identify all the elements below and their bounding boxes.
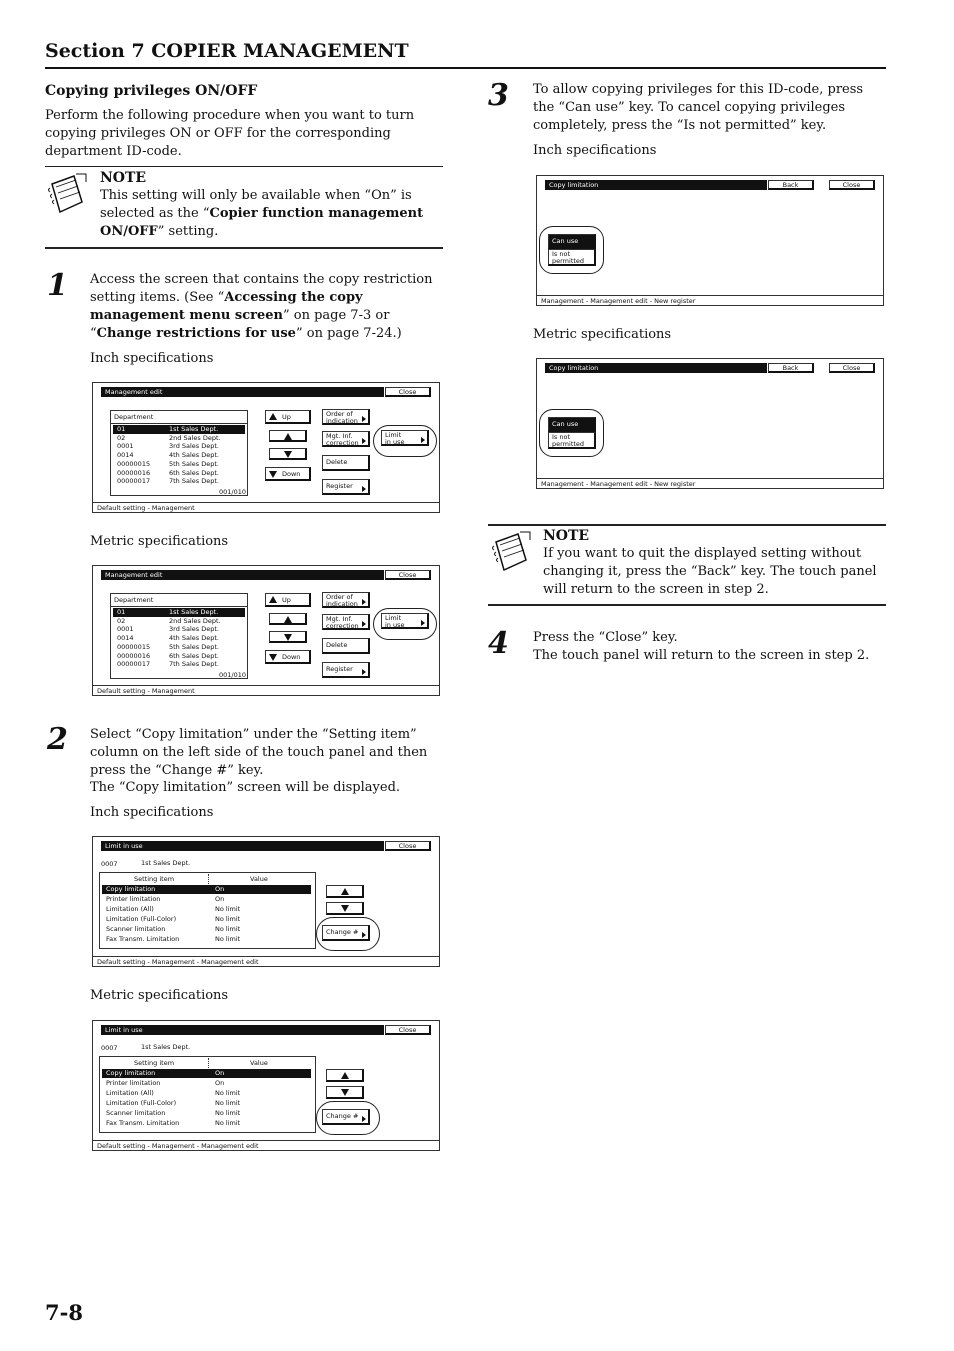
up-arrow-icon — [269, 596, 277, 603]
dept-code: 02 — [117, 616, 126, 625]
dept-name: 3rd Sales Dept. — [169, 442, 219, 451]
page-number: 7-8 — [45, 1300, 83, 1325]
table-row[interactable] — [113, 442, 245, 451]
dept-name: 5th Sales Dept. — [169, 459, 219, 468]
dept-name: 1st Sales Dept. — [169, 608, 219, 616]
table-row[interactable] — [113, 434, 245, 443]
dept-name: 6th Sales Dept. — [169, 468, 219, 477]
dept-code: 00000015 — [117, 642, 151, 651]
table-row[interactable] — [113, 608, 245, 617]
register-label: Register — [326, 482, 353, 490]
scroll-down-button[interactable] — [269, 631, 307, 643]
down-arrow-icon — [341, 1089, 349, 1096]
limit-in-use-button-line2: in use — [385, 438, 405, 447]
table-row[interactable] — [102, 905, 311, 914]
table-row[interactable] — [102, 1109, 311, 1118]
panel-title: Copy limitation — [545, 180, 668, 190]
table-row[interactable] — [113, 469, 245, 478]
note2-text: If you want to quit the displayed setting without changing it, press the “Back” key. The touch panel will return to the screen in step 2. — [543, 546, 877, 597]
delete-button[interactable]: Delete — [322, 638, 370, 654]
intro-heading: Copying privileges ON/OFF — [45, 83, 258, 99]
dept-code: 0007 — [101, 860, 118, 868]
panel-footer: Management - Management edit - New register — [537, 478, 883, 488]
dept-code: 0007 — [101, 1044, 118, 1052]
down-arrow-icon — [284, 451, 292, 458]
arrow-right-icon — [362, 416, 366, 422]
register-button[interactable] — [322, 479, 370, 495]
step2-inch-caption: Inch specifications — [90, 805, 214, 820]
up-button[interactable] — [265, 410, 311, 424]
panel-title: Limit in use — [101, 1025, 224, 1035]
setting-item: Fax Transm. Limitation — [106, 1119, 180, 1127]
down-arrow-icon — [269, 471, 277, 478]
order-of-indication-button[interactable] — [322, 409, 370, 425]
setting-item: Limitation (All) — [106, 1089, 154, 1097]
step1-inch-caption: Inch specifications — [90, 351, 214, 366]
up-arrow-icon — [341, 888, 349, 895]
panel-title: Management edit — [101, 570, 224, 580]
management-edit-panel-metric — [92, 565, 440, 696]
table-row[interactable] — [113, 477, 245, 486]
table-row[interactable] — [102, 915, 311, 924]
down-button[interactable] — [265, 650, 311, 664]
step4-line1: Press the “Close” key. — [533, 630, 678, 645]
change-number-label: Change # — [326, 928, 359, 936]
step4-number: 4 — [488, 626, 509, 661]
can-use-button[interactable]: Can use — [548, 417, 596, 432]
setting-item: Scanner limitation — [106, 925, 166, 933]
note2-bottom-rule — [488, 604, 886, 606]
dept-code: 00000016 — [117, 651, 151, 660]
department-list — [110, 593, 248, 679]
table-row[interactable] — [113, 652, 245, 661]
dept-name: 4th Sales Dept. — [169, 451, 219, 460]
is-not-permitted-line1: Is not — [552, 433, 571, 441]
down-arrow-icon — [341, 905, 349, 912]
down-arrow-icon — [269, 654, 277, 661]
table-row[interactable] — [102, 1099, 311, 1108]
mgt-inf-correction-button-line1: Mgt. Inf. — [326, 432, 353, 440]
col-value: Value — [250, 875, 268, 883]
down-label: Down — [282, 470, 301, 478]
close-button[interactable]: Close — [385, 841, 431, 851]
panel-footer: Default setting - Management - Management edit — [93, 1140, 439, 1150]
is-not-permitted-line2: permitted — [552, 257, 585, 266]
down-label: Down — [282, 653, 301, 661]
mgt-inf-correction-button-line2: correction — [326, 439, 359, 448]
table-row[interactable] — [102, 1069, 311, 1078]
panel-footer: Default setting - Management — [93, 685, 439, 695]
intro-text: Perform the following procedure when you want to turn copying privileges ON or OFF for the corresponding department ID-code. — [45, 108, 415, 159]
setting-value: On — [215, 885, 225, 893]
page-indicator: 001/010 — [219, 671, 247, 679]
is-not-permitted-line1: Is not — [552, 250, 571, 258]
setting-value: No limit — [215, 1119, 241, 1127]
back-button[interactable]: Back — [768, 363, 814, 373]
panel-title: Copy limitation — [545, 363, 668, 373]
col-value: Value — [250, 1059, 268, 1067]
panel-title: Limit in use — [101, 841, 224, 851]
note2-title: NOTE — [543, 528, 590, 544]
setting-item: Limitation (Full-Color) — [106, 1099, 177, 1107]
step1-metric-caption: Metric specifications — [90, 534, 229, 549]
step3-inch-caption: Inch specifications — [533, 143, 657, 158]
step2-number: 2 — [47, 722, 68, 757]
delete-button[interactable]: Delete — [322, 455, 370, 471]
arrow-right-icon — [362, 1116, 366, 1122]
panel-footer: Default setting - Management - Management edit — [93, 956, 439, 966]
step3-number: 3 — [488, 78, 509, 113]
dept-code: 0014 — [117, 451, 134, 460]
step3-metric-caption: Metric specifications — [533, 327, 672, 342]
setting-item: Printer limitation — [106, 895, 161, 903]
table-row[interactable] — [113, 451, 245, 460]
mgt-inf-correction-button[interactable] — [322, 431, 370, 447]
dept-code: 00000017 — [117, 477, 151, 486]
setting-value: No limit — [215, 935, 241, 943]
arrow-right-icon — [362, 621, 366, 627]
dept-name: 5th Sales Dept. — [169, 642, 219, 651]
change-number-label: Change # — [326, 1112, 359, 1120]
table-row[interactable] — [102, 1089, 311, 1098]
can-use-button[interactable]: Can use — [548, 234, 596, 249]
panel-title: Management edit — [101, 387, 224, 397]
down-arrow-icon — [284, 634, 292, 641]
note1-bottom-rule — [45, 247, 443, 249]
up-button[interactable] — [265, 593, 311, 607]
setting-item: Copy limitation — [106, 885, 156, 893]
dept-code: 0001 — [117, 625, 134, 634]
arrow-right-icon — [421, 437, 425, 443]
setting-item: Printer limitation — [106, 1079, 161, 1087]
dept-name: 4th Sales Dept. — [169, 634, 219, 643]
table-row[interactable] — [113, 660, 245, 669]
title-bar-fill — [668, 363, 767, 373]
dept-code: 00000015 — [117, 459, 151, 468]
dept-name: 7th Sales Dept. — [169, 477, 219, 486]
table-row[interactable] — [113, 617, 245, 626]
order-of-indication-button-line2: indication — [326, 600, 358, 609]
arrow-right-icon — [362, 669, 366, 675]
title-bar-fill — [668, 180, 767, 190]
limit-in-use-button-line1: Limit — [385, 431, 402, 439]
page-indicator: 001/010 — [219, 488, 247, 496]
list-divider — [111, 423, 247, 424]
setting-value: On — [215, 1079, 225, 1087]
scroll-up-button[interactable] — [326, 885, 364, 898]
setting-value: No limit — [215, 1099, 241, 1107]
change-number-button[interactable] — [322, 925, 370, 941]
setting-value: No limit — [215, 925, 241, 933]
limit-in-use-panel-metric — [92, 1020, 440, 1151]
dept-code: 0001 — [117, 442, 134, 451]
table-row[interactable] — [113, 460, 245, 469]
panel-footer: Management - Management edit - New register — [537, 295, 883, 305]
column-divider — [208, 1058, 209, 1068]
setting-value: On — [215, 895, 225, 903]
dept-name: 1st Sales Dept. — [141, 1043, 191, 1051]
mgt-inf-correction-button-line1: Mgt. Inf. — [326, 615, 353, 623]
is-not-permitted-button[interactable] — [548, 249, 596, 266]
mgt-inf-correction-button-line2: correction — [326, 622, 359, 631]
setting-item: Limitation (All) — [106, 905, 154, 913]
setting-item: Fax Transm. Limitation — [106, 935, 180, 943]
back-button[interactable]: Back — [768, 180, 814, 190]
down-button[interactable] — [265, 467, 311, 481]
dept-name: 1st Sales Dept. — [169, 425, 219, 433]
setting-item: Scanner limitation — [106, 1109, 166, 1117]
scroll-down-button[interactable] — [326, 1086, 364, 1099]
table-row[interactable] — [102, 1119, 311, 1128]
table-row[interactable] — [113, 625, 245, 634]
arrow-right-icon — [362, 599, 366, 605]
copy-limitation-panel-inch — [536, 175, 884, 306]
note1-title: NOTE — [100, 170, 147, 186]
dept-name: 1st Sales Dept. — [141, 859, 191, 867]
dept-code: 00000017 — [117, 660, 151, 669]
is-not-permitted-line2: permitted — [552, 440, 585, 449]
dept-code: 01 — [117, 425, 126, 433]
order-of-indication-button[interactable] — [322, 592, 370, 608]
change-number-button[interactable] — [322, 1109, 370, 1125]
title-bar-fill — [224, 570, 384, 580]
limit-in-use-button-line1: Limit — [385, 614, 402, 622]
setting-value: No limit — [215, 1109, 241, 1117]
dept-name: 2nd Sales Dept. — [169, 433, 221, 442]
table-row[interactable] — [102, 885, 311, 894]
table-row[interactable] — [113, 643, 245, 652]
up-arrow-icon — [269, 413, 277, 420]
arrow-right-icon — [421, 620, 425, 626]
up-arrow-icon — [341, 1072, 349, 1079]
department-list — [110, 410, 248, 496]
dept-code: 00000016 — [117, 468, 151, 477]
management-edit-panel-inch — [92, 382, 440, 513]
scroll-down-button[interactable] — [269, 448, 307, 460]
is-not-permitted-button[interactable] — [548, 432, 596, 449]
column-divider — [208, 874, 209, 884]
scroll-up-button[interactable] — [269, 430, 307, 442]
arrow-right-icon — [362, 486, 366, 492]
notebook-icon — [46, 172, 92, 222]
table-row[interactable] — [102, 925, 311, 934]
close-button[interactable]: Close — [385, 570, 431, 580]
dept-name: 6th Sales Dept. — [169, 651, 219, 660]
setting-item: Copy limitation — [106, 1069, 156, 1077]
title-bar-fill — [224, 1025, 384, 1035]
dept-name: 2nd Sales Dept. — [169, 616, 221, 625]
settings-list — [99, 872, 316, 949]
scroll-down-button[interactable] — [326, 902, 364, 915]
limit-in-use-button[interactable] — [381, 613, 429, 629]
step3-text: To allow copying privileges for this ID-code, press the “Can use” key. To cancel copying privileges completely, press the “Is not permitted” key. — [533, 82, 864, 133]
order-of-indication-button-line2: indication — [326, 417, 358, 426]
notebook-icon — [490, 530, 536, 580]
arrow-right-icon — [362, 932, 366, 938]
settings-list — [99, 1056, 316, 1133]
close-button[interactable]: Close — [385, 387, 431, 397]
scroll-up-button[interactable] — [326, 1069, 364, 1082]
step1-number: 1 — [47, 268, 68, 303]
register-label: Register — [326, 665, 353, 673]
dept-name: 3rd Sales Dept. — [169, 625, 219, 634]
dept-code: 01 — [117, 608, 126, 616]
title-bar-fill — [224, 387, 384, 397]
list-divider — [111, 606, 247, 607]
setting-value: No limit — [215, 905, 241, 913]
dept-name: 7th Sales Dept. — [169, 660, 219, 669]
department-label: Department — [114, 413, 154, 421]
step2-text: Select “Copy limitation” under the “Setting item” column on the left side of the touch panel and then press the “Change #” key. — [90, 727, 428, 778]
col-setting-item: Setting item — [134, 1059, 175, 1067]
col-setting-item: Setting item — [134, 875, 175, 883]
setting-value: No limit — [215, 1089, 241, 1097]
dept-code: 02 — [117, 433, 126, 442]
copy-limitation-panel-metric — [536, 358, 884, 489]
table-row[interactable] — [113, 425, 245, 434]
close-button[interactable]: Close — [829, 180, 875, 190]
table-row[interactable] — [113, 634, 245, 643]
limit-in-use-panel-inch — [92, 836, 440, 967]
setting-item: Limitation (Full-Color) — [106, 915, 177, 923]
panel-footer: Default setting - Management — [93, 502, 439, 512]
note1-text: This setting will only be available when “On” is selected as the “Copier function management ON/OFF” setting. — [100, 188, 424, 239]
table-row[interactable] — [102, 895, 311, 904]
limit-in-use-button-line2: in use — [385, 621, 405, 630]
limit-in-use-button[interactable] — [381, 430, 429, 446]
step4-line2: The touch panel will return to the screen in step 2. — [533, 648, 870, 663]
department-label: Department — [114, 596, 154, 604]
step2-text2: The “Copy limitation” screen will be displayed. — [90, 780, 401, 795]
order-of-indication-button-line1: Order of — [326, 593, 353, 601]
table-row[interactable] — [102, 935, 311, 944]
title-bar-fill — [224, 841, 384, 851]
step1-text: Access the screen that contains the copy restriction setting items. (See “Accessing the copy management menu screen” on page 7-3 or “Change restrictions for use” on page 7-24.) — [90, 272, 433, 341]
up-arrow-icon — [284, 433, 292, 440]
order-of-indication-button-line1: Order of — [326, 410, 353, 418]
up-arrow-icon — [284, 616, 292, 623]
note1-top-rule — [45, 166, 443, 167]
step2-metric-caption: Metric specifications — [90, 988, 229, 1003]
header-rule — [45, 67, 886, 69]
note2-top-rule — [488, 524, 886, 526]
dept-code: 0014 — [117, 634, 134, 643]
setting-value: No limit — [215, 915, 241, 923]
table-row[interactable] — [102, 1079, 311, 1088]
close-button[interactable]: Close — [385, 1025, 431, 1035]
mgt-inf-correction-button[interactable] — [322, 614, 370, 630]
section-title: Section 7 COPIER MANAGEMENT — [45, 40, 409, 62]
close-button[interactable]: Close — [829, 363, 875, 373]
scroll-up-button[interactable] — [269, 613, 307, 625]
up-label: Up — [282, 596, 291, 604]
setting-value: On — [215, 1069, 225, 1077]
up-label: Up — [282, 413, 291, 421]
arrow-right-icon — [362, 438, 366, 444]
register-button[interactable] — [322, 662, 370, 678]
